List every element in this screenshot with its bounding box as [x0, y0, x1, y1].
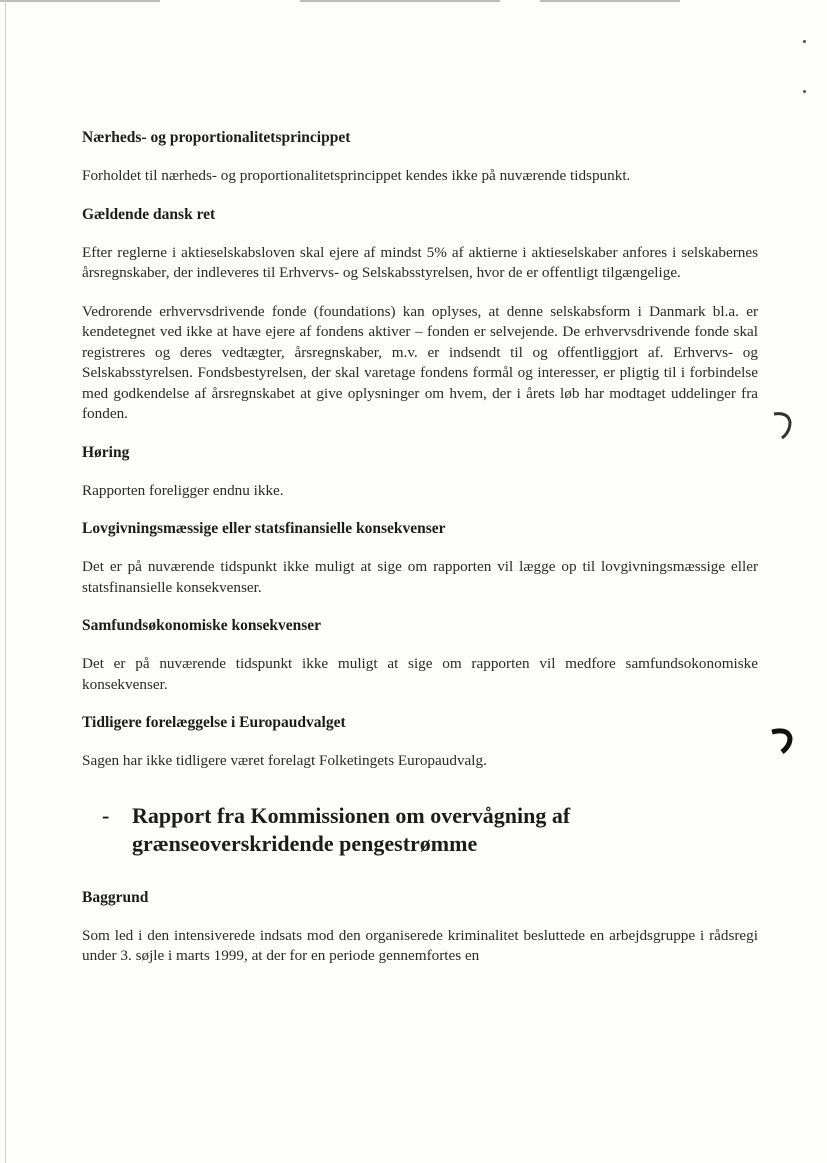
scan-edge-rule	[540, 0, 680, 2]
paragraph: Vedrorende erhvervsdrivende fonde (foundations) kan oplyses, at denne selskabsform i Danmark bl.a. er kendetegnet ved ikke at have ejere af fondens aktiver – fonden er selvejende. De erhvervsdrivende fonde skal registreres og deres vedtægter, årsregnskaber, m.v. er indsendt til og offentliggjort af. Erhvervs- og Selskabsstyrelsen. Fondsbestyrelsen, der skal varetage fondens formål og interesser, er pligtig til i forbindelse med godkendelse af årsregnskabet at give oplysninger om hvem, der i årets løb har modtaget uddelinger fra fonden.	[82, 302, 758, 422]
section-heading: Lovgivningsmæssige eller statsfinansielle konsekvenser	[82, 520, 446, 537]
section-heading: Samfundsøkonomiske konsekvenser	[82, 617, 322, 634]
document-page	[82, 128, 758, 985]
major-heading-line2: grænseoverskridende pengestrømme	[132, 830, 478, 856]
section-lovgivning	[82, 519, 758, 598]
section-samfundsokonomiske	[82, 616, 758, 695]
punch-hole-mark	[770, 726, 796, 756]
punch-hole-mark	[770, 408, 796, 442]
paragraph: Det er på nuværende tidspunkt ikke muligt at sige om rapporten vil lægge op til lovgivningsmæssige eller statsfinansielle konsekvenser.	[82, 558, 758, 596]
paragraph: Forholdet til nærheds- og proportionalitetsprincippet kendes ikke på nuværende tidspunkt.	[82, 167, 631, 184]
section-gaeldende-dansk-ret	[82, 205, 758, 425]
paragraph: Sagen har ikke tidligere været forelagt Folketingets Europaudvalg.	[82, 752, 487, 769]
major-heading-title	[132, 802, 602, 858]
major-heading-dash: -	[102, 802, 110, 828]
section-baggrund	[82, 888, 758, 967]
scan-edge-rule	[300, 0, 500, 2]
major-heading	[102, 802, 758, 858]
scan-edge-rule	[0, 0, 160, 2]
section-heading: Nærheds- og proportionalitetsprincippet	[82, 129, 351, 146]
section-heading: Høring	[82, 443, 130, 461]
paragraph: Som led i den intensiverede indsats mod den organiserede kriminalitet besluttede en arbejdsgruppe i rådsregi under 3. søjle i marts 1999, at der for en periode gennemfortes en	[82, 926, 758, 964]
section-heading: Tidligere forelæggelse i Europaudvalget	[82, 714, 346, 731]
scan-margin-line	[5, 0, 6, 1163]
paragraph: Efter reglerne i aktieselskabsloven skal ejere af mindst 5% af aktierne i aktieselskaber anfores i selskabernes årsregnskaber, der indleveres til Erhvervs- og Selskabsstyrelsen, hvor de er offentligt tilgængelige.	[82, 243, 758, 281]
scan-speck	[803, 90, 806, 93]
section-horing	[82, 443, 758, 502]
section-naerheds	[82, 128, 758, 187]
major-heading-line1: Rapport fra Kommissionen om overvågning af	[132, 802, 571, 828]
scan-speck	[803, 40, 806, 43]
section-heading: Gældende dansk ret	[82, 205, 216, 223]
section-tidligere-forelaeggelse	[82, 713, 758, 772]
section-heading: Baggrund	[82, 888, 149, 906]
paragraph: Rapporten foreligger endnu ikke.	[82, 481, 284, 499]
paragraph: Det er på nuværende tidspunkt ikke muligt at sige om rapporten vil medfore samfundsokonomiske konsekvenser.	[82, 655, 758, 693]
